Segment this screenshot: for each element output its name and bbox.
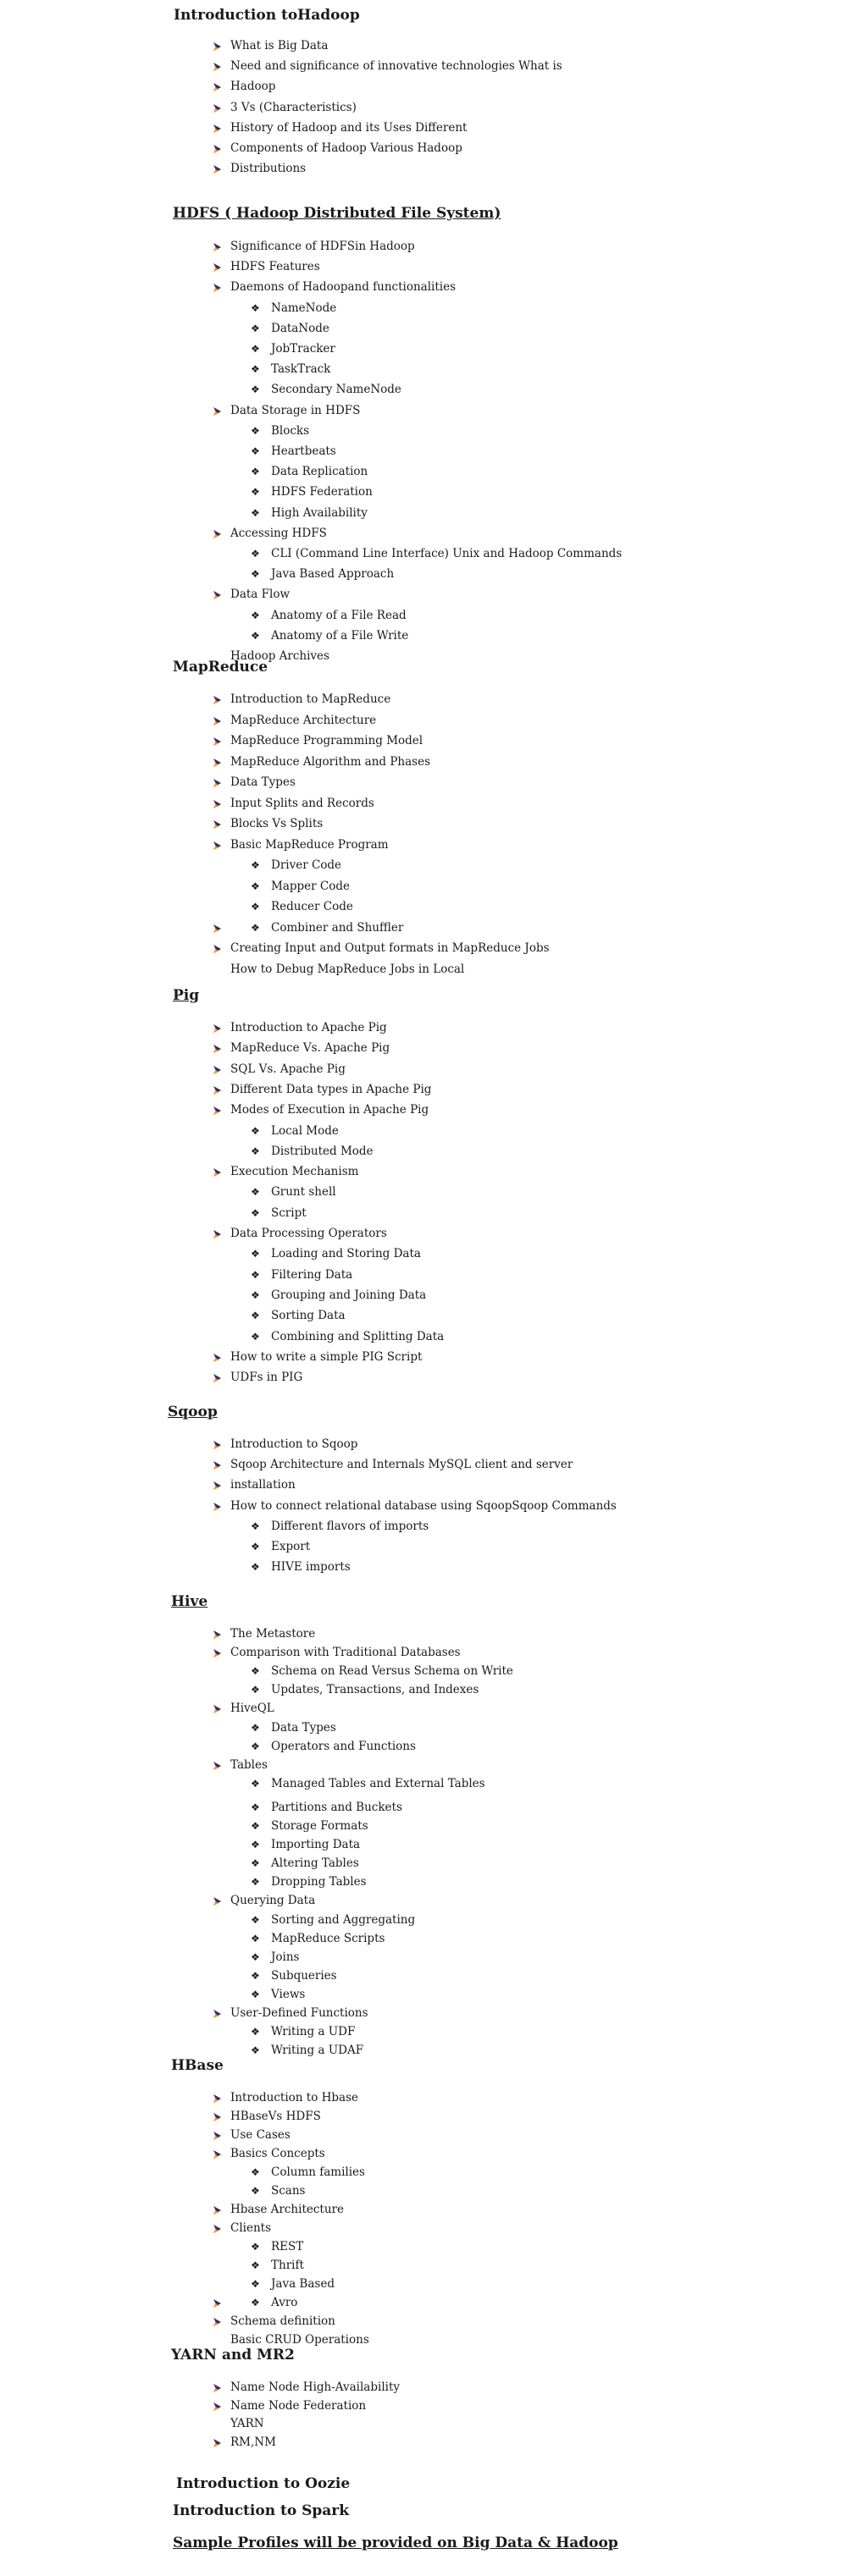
diamond-bullet-icon: ❖ [251,2185,260,2197]
section-heading: MapReduce [173,659,268,676]
section-heading: Introduction toHadoop [174,7,360,24]
sub-list-item: Storage Formats [271,1819,368,1833]
sub-list-item: Subqueries [271,1968,337,1983]
list-item: UDFs in PIG [230,1371,303,1385]
list-item: Sqoop Architecture and Internals MySQL client and server [230,1458,573,1472]
arrow-bullet-icon [212,1372,224,1384]
diamond-bullet-icon: ❖ [251,2166,260,2178]
arrow-bullet-icon [212,41,224,52]
sub-list-item: Grunt shell [271,1185,336,1200]
list-item: Clients [230,2221,272,2235]
sub-list-item: Java Based Approach [271,567,395,582]
diamond-bullet-icon: ❖ [251,880,260,892]
diamond-bullet-icon: ❖ [251,1684,260,1696]
sub-list-item: Views [271,1987,306,2001]
sub-list-item: Distributed Mode [271,1144,374,1158]
list-item: Introduction to Apache Pig [230,1021,387,1034]
list-item: Creating Input and Output formats in MapReduce Jobs [230,941,550,955]
arrow-bullet-icon [212,143,224,155]
list-item: Data Processing Operators [230,1227,387,1240]
sub-list-item: Export [271,1540,311,1553]
list-item: Data Types [230,775,296,789]
diamond-bullet-icon: ❖ [251,921,260,934]
arrow-bullet-icon [212,2223,224,2235]
arrow-bullet-icon [212,2297,224,2309]
sub-list-item: Thrift [271,2259,304,2272]
sub-list-item: Driver Code [271,858,342,872]
sub-list-item: Sorting Data [271,1309,346,1323]
section-heading: Pig [173,987,200,1004]
arrow-bullet-icon [212,1167,224,1178]
diamond-bullet-icon: ❖ [251,1288,260,1301]
diamond-bullet-icon: ❖ [251,2278,260,2290]
arrow-bullet-icon [212,81,224,93]
list-item: installation [230,1478,296,1492]
sub-list-item: Operators and Functions [271,1739,416,1753]
diamond-bullet-icon: ❖ [251,363,260,376]
arrow-bullet-icon [212,1043,224,1055]
diamond-bullet-icon: ❖ [251,1857,260,1870]
footer-heading: Introduction to Spark [173,2502,350,2519]
diamond-bullet-icon: ❖ [251,1124,260,1137]
sub-list-item: JobTracker [271,342,335,356]
sub-list-item: Importing Data [271,1838,361,1852]
list-item: Different Data types in Apache Pig [230,1082,432,1096]
sub-list-item: Sorting and Aggregating [271,1912,416,1927]
list-item: Accessing HDFS [230,526,327,540]
sub-list-item: Combiner and Shuffler [271,920,404,935]
sub-list-item: Writing a UDF [271,2025,356,2039]
sub-list-item: Column families [271,2165,365,2179]
sub-list-item: Loading and Storing Data [271,1247,421,1261]
sub-list-item: Mapper Code [271,879,350,893]
list-item: Basic MapReduce Program [230,837,389,852]
list-item: What is Big Data [230,39,329,52]
list-item: Hbase Architecture [230,2203,344,2216]
diamond-bullet-icon: ❖ [251,2259,260,2271]
sub-list-item: Partitions and Buckets [271,1800,402,1814]
arrow-bullet-icon [212,1703,224,1715]
list-item: HDFS Features [230,260,320,274]
diamond-bullet-icon: ❖ [251,2297,260,2308]
arrow-bullet-icon [212,943,224,955]
sub-list-item: Secondary NameNode [271,383,401,397]
list-item: How to write a simple PIG Script [230,1349,423,1364]
arrow-bullet-icon [212,2316,224,2328]
diamond-bullet-icon: ❖ [251,1520,260,1532]
diamond-bullet-icon: ❖ [251,629,260,642]
sample-profiles-note: Sample Profiles will be provided on Big Data & Hadoop [173,2535,618,2551]
list-item: How to connect relational database using SqoopSqoop Commands [230,1498,617,1513]
arrow-bullet-icon [212,1895,224,1907]
list-item: Input Splits and Records [230,796,374,810]
list-item: Basics Concepts [230,2147,325,2160]
diamond-bullet-icon: ❖ [251,1913,260,1926]
footer-heading: Introduction to Oozie [176,2475,351,2492]
arrow-bullet-icon [212,241,224,253]
diamond-bullet-icon: ❖ [251,1310,260,1322]
arrow-bullet-icon [212,2130,224,2142]
diamond-bullet-icon: ❖ [251,1721,260,1734]
sub-list-item: Combining and Splitting Data [271,1329,445,1343]
diamond-bullet-icon: ❖ [251,1932,260,1944]
diamond-bullet-icon: ❖ [251,1950,260,1963]
sub-list-item: HIVE imports [271,1560,351,1575]
sub-list-item: Altering Tables [271,1856,359,1871]
list-item: Name Node High-Availability [230,2380,401,2394]
arrow-bullet-icon [212,528,224,540]
arrow-bullet-icon [212,2008,224,2020]
diamond-bullet-icon: ❖ [251,486,260,499]
sub-list-item: Dropping Tables [271,1875,367,1889]
arrow-bullet-icon [212,819,224,830]
diamond-bullet-icon: ❖ [251,506,260,519]
arrow-bullet-icon [212,798,224,810]
sub-list-item: Schema on Read Versus Schema on Write [271,1664,513,1679]
list-item: User-Defined Functions [230,2006,368,2020]
sub-list-item: Updates, Transactions, and Indexes [271,1683,479,1697]
list-item: Introduction to Sqoop [230,1437,358,1451]
list-item: Use Cases [230,2128,291,2142]
diamond-bullet-icon: ❖ [251,343,260,355]
list-item: YARN [230,2417,264,2430]
arrow-bullet-icon [212,923,224,935]
list-item: MapReduce Programming Model [230,734,424,747]
list-item: 3 Vs (Characteristics) [230,100,357,114]
section-heading: HBase [171,2057,224,2074]
section-heading: YARN and MR2 [171,2347,295,2364]
arrow-bullet-icon [212,2437,224,2449]
list-item: Tables [230,1757,268,1772]
sub-list-item: Different flavors of imports [271,1519,429,1533]
arrow-bullet-icon [212,589,224,601]
sub-list-item: NameNode [271,301,337,315]
list-item: Hadoop Archives [230,649,329,663]
arrow-bullet-icon [212,757,224,769]
list-item: Need and significance of innovative technologies What is [230,59,562,74]
diamond-bullet-icon: ❖ [251,1988,260,2000]
list-item: Querying Data [230,1894,316,1908]
sub-list-item: Blocks [271,423,310,438]
arrow-bullet-icon [212,2204,224,2216]
list-item: The Metastore [230,1627,316,1641]
diamond-bullet-icon: ❖ [251,859,260,871]
arrow-bullet-icon [212,840,224,852]
sub-list-item: Script [271,1205,307,1220]
list-item: MapReduce Architecture [230,713,377,727]
list-item: Execution Mechanism [230,1165,359,1179]
arrow-bullet-icon [212,1629,224,1641]
diamond-bullet-icon: ❖ [251,1268,260,1281]
sub-list-item: Joins [271,1950,300,1964]
list-item: Introduction to MapReduce [230,692,391,706]
list-item: Significance of HDFSin Hadoop [230,240,415,253]
diamond-bullet-icon: ❖ [251,1206,260,1219]
diamond-bullet-icon: ❖ [251,1969,260,1982]
sub-list-item: CLI (Command Line Interface) Unix and Hadoop Commands [271,547,623,560]
list-item: SQL Vs. Apache Pig [230,1062,346,1076]
arrow-bullet-icon [212,405,224,417]
diamond-bullet-icon: ❖ [251,1740,260,1752]
arrow-bullet-icon [212,1105,224,1117]
arrow-bullet-icon [212,1501,224,1513]
list-item: Hadoop [230,80,276,94]
diamond-bullet-icon: ❖ [251,1541,260,1553]
diamond-bullet-icon: ❖ [251,424,260,437]
arrow-bullet-icon [212,2093,224,2104]
arrow-bullet-icon [212,262,224,273]
diamond-bullet-icon: ❖ [251,466,260,478]
arrow-bullet-icon [212,715,224,727]
arrow-bullet-icon [212,736,224,747]
list-item: MapReduce Algorithm and Phases [230,754,431,769]
diamond-bullet-icon: ❖ [251,2026,260,2038]
list-item: Basic CRUD Operations [230,2333,369,2347]
sub-list-item: Local Mode [271,1123,339,1138]
arrow-bullet-icon [212,1023,224,1034]
sub-list-item: Java Based [271,2277,335,2291]
arrow-bullet-icon [212,2111,224,2123]
list-item: Blocks Vs Splits [230,817,324,830]
sub-list-item: Heartbeats [271,444,336,458]
diamond-bullet-icon: ❖ [251,445,260,457]
diamond-bullet-icon: ❖ [251,609,260,621]
diamond-bullet-icon: ❖ [251,1839,260,1851]
arrow-bullet-icon [212,1480,224,1492]
diamond-bullet-icon: ❖ [251,901,260,913]
list-item: How to Debug MapReduce Jobs in Local [230,962,465,976]
arrow-bullet-icon [212,2401,224,2413]
sub-list-item: Avro [271,2296,298,2309]
sub-list-item: Data Replication [271,465,368,479]
section-heading: Hive [171,1593,208,1610]
sub-list-item: Scans [271,2184,306,2198]
sub-list-item: Grouping and Joining Data [271,1288,427,1302]
diamond-bullet-icon: ❖ [251,1801,260,1813]
diamond-bullet-icon: ❖ [251,1777,260,1790]
list-item: Comparison with Traditional Databases [230,1646,461,1660]
arrow-bullet-icon [212,777,224,789]
diamond-bullet-icon: ❖ [251,2241,260,2253]
arrow-bullet-icon [212,102,224,114]
arrow-bullet-icon [212,1084,224,1096]
sub-list-item: Managed Tables and External Tables [271,1776,485,1790]
list-item: MapReduce Vs. Apache Pig [230,1041,390,1056]
diamond-bullet-icon: ❖ [251,301,260,314]
diamond-bullet-icon: ❖ [251,568,260,581]
sub-list-item: MapReduce Scripts [271,1931,385,1945]
section-heading: HDFS ( Hadoop Distributed File System) [173,205,501,222]
list-item: HBaseVs HDFS [230,2110,321,2123]
sub-list-item: Writing a UDAF [271,2044,364,2058]
list-item: Data Flow [230,587,291,602]
sub-list-item: Anatomy of a File Write [271,628,409,643]
diamond-bullet-icon: ❖ [251,1876,260,1889]
diamond-bullet-icon: ❖ [251,548,260,560]
list-item: Name Node Federation [230,2398,367,2413]
sub-list-item: REST [271,2240,304,2253]
diamond-bullet-icon: ❖ [251,322,260,334]
arrow-bullet-icon [212,123,224,135]
arrow-bullet-icon [212,1439,224,1451]
sub-list-item: Data Types [271,1720,336,1735]
list-item: Modes of Execution in Apache Pig [230,1103,429,1117]
list-item: Distributions [230,162,307,176]
arrow-bullet-icon [212,1647,224,1659]
arrow-bullet-icon [212,694,224,706]
arrow-bullet-icon [212,1228,224,1240]
arrow-bullet-icon [212,282,224,294]
sub-list-item: TaskTrack [271,362,331,377]
list-item: RM,NM [230,2435,276,2449]
sub-list-item: High Availability [271,505,368,520]
arrow-bullet-icon [212,1064,224,1076]
arrow-bullet-icon [212,163,224,175]
diamond-bullet-icon: ❖ [251,1820,260,1832]
diamond-bullet-icon: ❖ [251,1561,260,1574]
arrow-bullet-icon [212,2149,224,2160]
list-item: Components of Hadoop Various Hadoop [230,141,462,155]
diamond-bullet-icon: ❖ [251,1330,260,1343]
sub-list-item: Anatomy of a File Read [271,608,407,622]
arrow-bullet-icon [212,61,224,73]
list-item: HiveQL [230,1702,274,1716]
arrow-bullet-icon [212,1760,224,1772]
sub-list-item: DataNode [271,321,329,335]
list-item: Data Storage in HDFS [230,403,361,417]
sub-list-item: Filtering Data [271,1267,353,1282]
list-item: Introduction to Hbase [230,2091,359,2104]
list-item: History of Hadoop and its Uses Different [230,120,468,135]
diamond-bullet-icon: ❖ [251,1186,260,1199]
diamond-bullet-icon: ❖ [251,1248,260,1260]
arrow-bullet-icon [212,1352,224,1364]
diamond-bullet-icon: ❖ [251,2044,260,2057]
arrow-bullet-icon [212,1459,224,1471]
diamond-bullet-icon: ❖ [251,1665,260,1678]
list-item: Daemons of Hadoopand functionalities [230,280,457,295]
sub-list-item: HDFS Federation [271,485,373,499]
sub-list-item: Reducer Code [271,900,353,913]
arrow-bullet-icon [212,2382,224,2394]
diamond-bullet-icon: ❖ [251,383,260,396]
list-item: Schema definition [230,2314,335,2328]
diamond-bullet-icon: ❖ [251,1145,260,1157]
section-heading: Sqoop [168,1404,218,1420]
